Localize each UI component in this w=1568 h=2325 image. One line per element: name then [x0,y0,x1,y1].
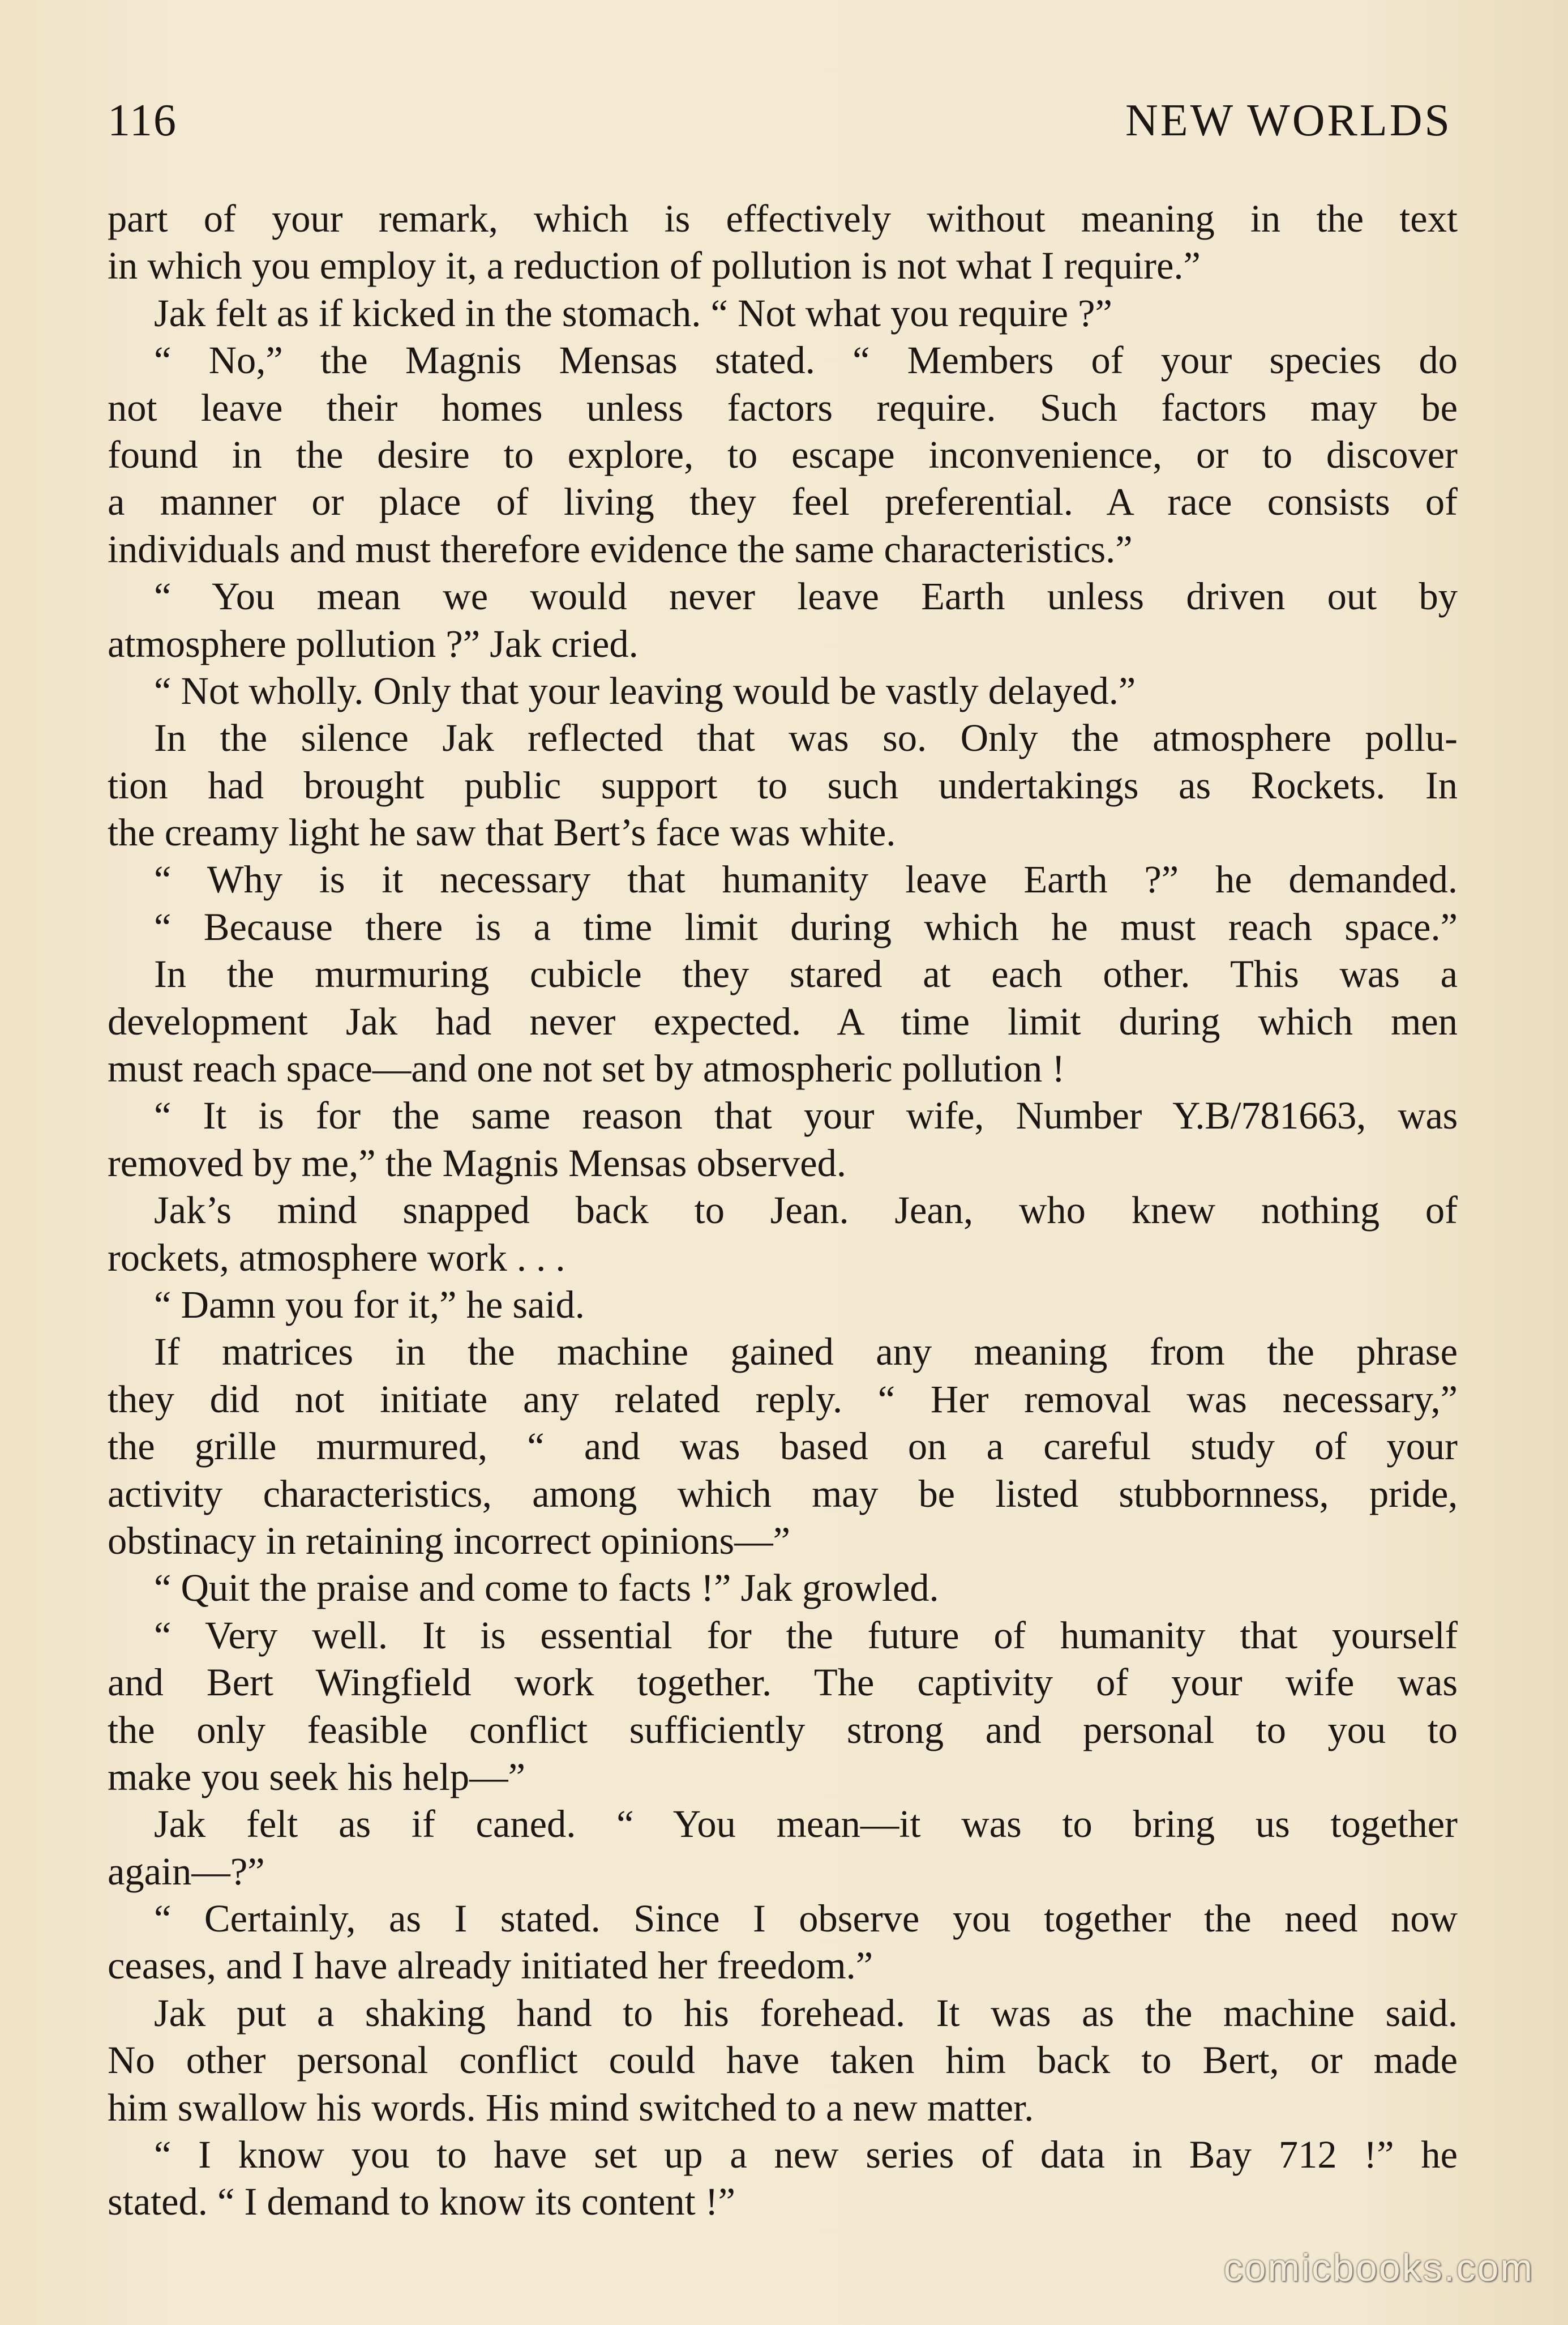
text-line: the creamy light he saw that Bert’s face was white. [108,811,896,854]
running-head [108,95,1452,152]
text-line: If matrices in the machine gained any meaning from the phrase [154,1330,1458,1374]
text-line: In the silence Jak reflected that was so. Only the atmosphere pollu- [154,716,1458,760]
text-line: they did not initiate any related reply. “ Her removal was necessary,” [108,1377,1458,1421]
text-line: “ Why is it necessary that humanity leave Earth ?” he demanded. [154,858,1458,901]
text-line: In the murmuring cubicle they stared at each other. This was a [154,952,1458,996]
text-line: and Bert Wingfield work together. The captivity of your wife was [108,1661,1458,1704]
text-line: again—?” [108,1849,265,1893]
text-line: No other personal conflict could have taken him back to Bert, or made [108,2038,1458,2082]
text-line: “ Very well. It is essential for the future of humanity that yourself [154,1613,1458,1657]
text-line: obstinacy in retaining incorrect opinions—” [108,1519,791,1562]
text-line: Jak felt as if kicked in the stomach. “ Not what you require ?” [154,291,1112,335]
text-line: “ Not wholly. Only that your leaving would be vastly delayed.” [154,669,1136,712]
text-line: activity characteristics, among which may be listed stubbornness, pride, [108,1472,1458,1515]
text-line: a manner or place of living they feel preferential. A race consists of [108,480,1458,524]
text-line: “ I know you to have set up a new series of data in Bay 712 !” he [154,2133,1458,2177]
page-number: 116 [108,96,178,146]
text-line: tion had brought public support to such undertakings as Rockets. In [108,763,1458,807]
text-line: “ No,” the Magnis Mensas stated. “ Members of your species do [154,339,1458,382]
text-line: development Jak had never expected. A time limit during which men [108,999,1458,1043]
text-line: “ It is for the same reason that your wife, Number Y.B/781663, was [154,1094,1458,1138]
text-line: in which you employ it, a reduction of pollution is not what I require.” [108,244,1201,288]
text-line: Jak felt as if caned. “ You mean—it was to bring us together [154,1802,1458,1846]
text-line: “ Certainly, as I stated. Since I observe you together the need now [154,1897,1458,1941]
text-line: “ Damn you for it,” he said. [154,1283,585,1326]
text-line: Jak put a shaking hand to his forehead. It was as the machine said. [154,1991,1458,2035]
running-title: NEW WORLDS [1125,96,1452,146]
text-line: “ You mean we would never leave Earth unless driven out by [154,575,1458,618]
text-line: atmosphere pollution ?” Jak cried. [108,622,639,665]
text-line: “ Because there is a time limit during which he must reach space.” [154,905,1458,948]
text-line: the only feasible conflict sufficiently strong and personal to you to [108,1708,1458,1751]
text-line: must reach space—and one not set by atmospheric pollution ! [108,1047,1065,1091]
text-line: the grille murmured, “ and was based on a careful study of your [108,1425,1458,1468]
text-line: found in the desire to explore, to escape inconvenience, or to discover [108,433,1458,476]
text-line: removed by me,” the Magnis Mensas observed. [108,1141,846,1185]
body-text [108,195,1458,2226]
text-line: rockets, atmosphere work . . . [108,1236,565,1279]
text-line: make you seek his help—” [108,1755,526,1798]
text-line: stated. “ I demand to know its content !” [108,2180,736,2224]
text-line: not leave their homes unless factors require. Such factors may be [108,386,1458,429]
text-line: part of your remark, which is effectively without meaning in the text [108,197,1458,240]
text-line: ceases, and I have already initiated her freedom.” [108,1944,873,1988]
text-line: “ Quit the praise and come to facts !” Jak growled. [154,1566,939,1610]
watermark: comicbooks.com [1223,2246,1534,2289]
text-line: Jak’s mind snapped back to Jean. Jean, who knew nothing of [154,1189,1458,1232]
text-line: individuals and must therefore evidence the same characteristics.” [108,527,1133,571]
text-line: him swallow his words. His mind switched to a new matter. [108,2085,1034,2129]
